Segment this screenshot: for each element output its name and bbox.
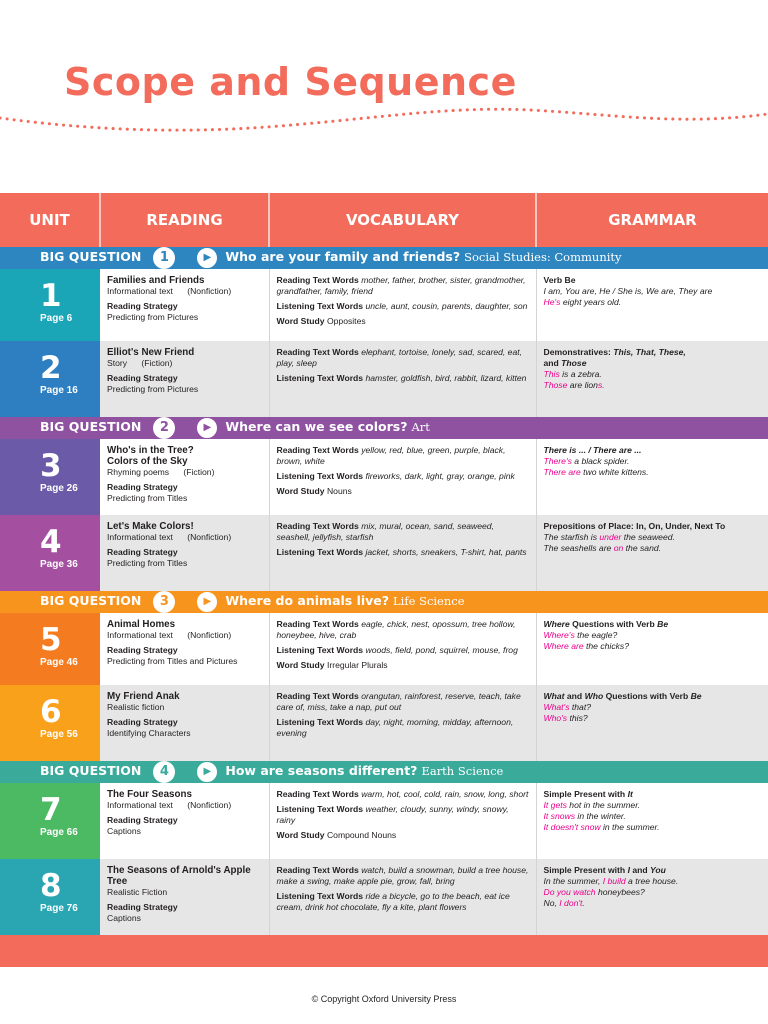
unit-cell: [0, 515, 100, 591]
grammar-title: It: [627, 789, 633, 799]
header-grammar: GRAMMAR: [536, 193, 768, 247]
grammar-title: Those: [561, 358, 587, 368]
table-row: [0, 613, 768, 685]
word-study: Compound Nouns: [326, 830, 397, 840]
big-question-row: [0, 247, 768, 269]
reading-title: Families and Friends: [107, 275, 205, 286]
big-question-text: Who are your family and friends?: [225, 249, 461, 264]
grammar-example: a tree house.: [625, 876, 679, 886]
grammar-cell: [536, 439, 768, 515]
unit-number: 7: [40, 792, 62, 828]
reading-strategy-label: Reading Strategy: [107, 717, 178, 727]
reading-strategy: Predicting from Titles: [107, 493, 188, 503]
unit-number: 5: [40, 622, 62, 658]
grammar-title: Who: [584, 691, 604, 701]
rtw-words: elephant, tortoise, lonely, sad, scared, eat, play, sleep: [276, 347, 523, 368]
vocabulary-cell: [269, 515, 536, 591]
unit-page: Page 6: [40, 313, 73, 324]
grammar-highlight: There's: [543, 456, 572, 466]
table-row: [0, 439, 768, 515]
grammar-cell: [536, 515, 768, 591]
grammar-highlight: I build: [602, 876, 626, 886]
grammar-title: and: [629, 865, 651, 875]
rtw-words: yellow, red, blue, green, purple, black, brown, white: [276, 445, 506, 466]
reading-strategy-label: Reading Strategy: [107, 815, 178, 825]
grammar-example: honeybees?: [595, 887, 645, 897]
grammar-title: and: [564, 691, 585, 701]
big-question-row: [0, 761, 768, 783]
vocabulary-cell: [269, 859, 536, 935]
grammar-example: this?: [567, 713, 588, 723]
unit-page: Page 66: [40, 827, 78, 838]
unit-number: 1: [40, 278, 62, 314]
grammar-cell: [536, 341, 768, 417]
grammar-highlight: under: [599, 532, 622, 542]
reading-title: Who's in the Tree?: [107, 445, 194, 456]
grammar-title: Simple Present with: [543, 789, 628, 799]
table-row: [0, 859, 768, 935]
reading-strategy-label: Reading Strategy: [107, 301, 178, 311]
big-question-text: Where do animals live?: [225, 593, 390, 608]
grammar-example: that?: [569, 702, 592, 712]
big-question-number: 2: [153, 417, 175, 439]
reading-strategy-label: Reading Strategy: [107, 373, 178, 383]
grammar-example: is a zebra.: [559, 369, 602, 379]
big-question-text: Where can we see colors?: [225, 419, 408, 434]
grammar-example: are lion: [567, 380, 598, 390]
reading-strategy: Predicting from Titles and Pictures: [107, 656, 238, 666]
unit-cell: [0, 685, 100, 761]
grammar-highlight: What's: [543, 702, 570, 712]
grammar-title: Verb Be: [543, 275, 576, 285]
unit-cell: [0, 439, 100, 515]
grammar-title: Be: [657, 619, 669, 629]
grammar-example: the eagle?: [574, 630, 618, 640]
unit-page: Page 46: [40, 657, 78, 668]
word-study: Irregular Plurals: [326, 660, 388, 670]
ltw-words: ride a bicycle, go to the beach, eat ice cream, drink hot chocolate, fly a kite, plant flowers: [276, 891, 510, 912]
ltw-words: day, night, morning, midday, afternoon, evening: [276, 717, 514, 738]
header-reading: READING: [100, 193, 269, 247]
big-question-bar: [0, 247, 768, 269]
grammar-example: the sand.: [623, 543, 662, 553]
unit-page: Page 76: [40, 903, 78, 914]
grammar-title: Prepositions of Place: In, On, Under, Next To: [543, 521, 726, 531]
grammar-example: the seaweed.: [621, 532, 675, 542]
unit-cell: [0, 859, 100, 935]
reading-strategy: Captions: [107, 913, 141, 923]
big-question-subject: Art: [411, 420, 430, 434]
unit-page: Page 56: [40, 729, 78, 740]
grammar-highlight: There are: [543, 467, 581, 477]
ltw-words: jacket, shorts, sneakers, T-shirt, hat, pants: [365, 547, 527, 557]
reading-cell: [100, 515, 269, 591]
footer-band: [0, 935, 768, 967]
table-header-row: [0, 193, 768, 247]
word-study-label: Word Study: [276, 316, 325, 326]
rtw-words: eagle, chick, nest, opossum, tree hollow, honeybee, hive, crab: [276, 619, 516, 640]
word-study: Opposites: [326, 316, 366, 326]
reading-strategy: Predicting from Titles: [107, 558, 188, 568]
rtw-words: warm, hot, cool, cold, rain, snow, long, short: [361, 789, 529, 799]
reading-title: Elliot's New Friend: [107, 347, 195, 358]
table-footer-bar: [0, 935, 768, 967]
grammar-title: Be: [690, 691, 702, 701]
reading-genre: Informational text (Nonfiction): [107, 532, 232, 542]
table-row: [0, 783, 768, 859]
reading-title: The Seasons of Arnold's Apple Tree: [107, 865, 251, 887]
ltw-label: Listening Text Words: [276, 804, 364, 814]
page-title: Scope and Sequence: [64, 60, 517, 104]
grammar-example: hot in the summer.: [566, 800, 641, 810]
unit-cell: [0, 783, 100, 859]
table-row: [0, 515, 768, 591]
reading-genre: Realistic Fiction: [107, 887, 168, 897]
reading-genre: Informational text (Nonfiction): [107, 286, 232, 296]
grammar-cell: [536, 613, 768, 685]
ltw-label: Listening Text Words: [276, 645, 364, 655]
reading-cell: [100, 439, 269, 515]
big-question-subject: Social Studies: Community: [464, 250, 622, 264]
rtw-words: mother, father, brother, sister, grandmother, grandfather, family, friend: [276, 275, 526, 296]
grammar-highlight: He's: [543, 297, 561, 307]
copyright-notice: © Copyright Oxford University Press: [311, 994, 457, 1004]
reading-title: My Friend Anak: [107, 691, 180, 702]
grammar-highlight: on: [613, 543, 624, 553]
ltw-label: Listening Text Words: [276, 717, 364, 727]
grammar-example: the chicks?: [583, 641, 630, 651]
reading-title: Animal Homes: [107, 619, 176, 630]
grammar-example: a black spider.: [571, 456, 630, 466]
header-unit: UNIT: [0, 193, 100, 247]
unit-page: Page 16: [40, 385, 78, 396]
big-question-label: BIG QUESTION: [40, 419, 142, 434]
ltw-words: fireworks, dark, light, gray, orange, pink: [365, 471, 515, 481]
rtw-label: Reading Text Words: [276, 619, 359, 629]
grammar-title: Simple Present with: [543, 865, 628, 875]
reading-genre: Informational text (Nonfiction): [107, 800, 232, 810]
grammar-highlight: Do you watch: [543, 887, 596, 897]
unit-page: Page 26: [40, 483, 78, 494]
rtw-label: Reading Text Words: [276, 275, 359, 285]
big-question-row: [0, 591, 768, 613]
ltw-label: Listening Text Words: [276, 301, 364, 311]
unit-page: Page 36: [40, 559, 78, 570]
word-study-label: Word Study: [276, 486, 325, 496]
header-vocabulary: VOCABULARY: [269, 193, 536, 247]
grammar-example: in the summer.: [600, 822, 660, 832]
big-question-number: 4: [153, 761, 175, 783]
grammar-example: No,: [543, 898, 560, 908]
grammar-title: This, That, These,: [613, 347, 686, 357]
big-question-bar: [0, 417, 768, 439]
big-question-row: [0, 417, 768, 439]
grammar-highlight: I don't: [559, 898, 583, 908]
reading-genre: Realistic fiction: [107, 702, 165, 712]
reading-strategy-label: Reading Strategy: [107, 482, 178, 492]
grammar-highlight: s.: [597, 380, 605, 390]
grammar-title: What: [543, 691, 565, 701]
unit-number: 4: [40, 524, 62, 560]
grammar-example: The seashells are: [543, 543, 614, 553]
vocabulary-cell: [269, 613, 536, 685]
play-icon[interactable]: ▶: [197, 418, 217, 438]
grammar-example: eight years old.: [560, 297, 622, 307]
grammar-title: and: [543, 358, 562, 368]
big-question-subject: Earth Science: [421, 764, 504, 778]
vocabulary-cell: [269, 439, 536, 515]
ltw-words: uncle, aunt, cousin, parents, daughter, son: [365, 301, 528, 311]
grammar-example: in the winter.: [575, 811, 626, 821]
grammar-title: Demonstratives:: [543, 347, 614, 357]
grammar-title: Questions with Verb: [569, 619, 658, 629]
reading-cell: [100, 783, 269, 859]
grammar-highlight: It snows: [543, 811, 576, 821]
reading-strategy-label: Reading Strategy: [107, 902, 178, 912]
rtw-label: Reading Text Words: [276, 445, 359, 455]
grammar-example: The starfish is: [543, 532, 600, 542]
ltw-words: weather, cloudy, sunny, windy, snowy, rainy: [276, 804, 509, 825]
grammar-title: There is ... / There are ...: [543, 445, 642, 455]
word-study-label: Word Study: [276, 660, 325, 670]
dotted-wave-decoration: [0, 100, 768, 140]
grammar-cell: [536, 783, 768, 859]
grammar-cell: [536, 685, 768, 761]
big-question-label: BIG QUESTION: [40, 249, 142, 264]
grammar-example: I am, You are, He / She is, We are, They are: [543, 286, 713, 296]
ltw-label: Listening Text Words: [276, 891, 364, 901]
ltw-words: hamster, goldfish, bird, rabbit, lizard, kitten: [365, 373, 527, 383]
vocabulary-cell: [269, 269, 536, 341]
grammar-highlight: It gets: [543, 800, 567, 810]
grammar-title: You: [650, 865, 666, 875]
grammar-highlight: Where are: [543, 641, 584, 651]
word-study: Nouns: [326, 486, 352, 496]
big-question-bar: [0, 591, 768, 613]
grammar-highlight: Who's: [543, 713, 568, 723]
reading-strategy: Predicting from Pictures: [107, 384, 199, 394]
reading-genre: Informational text (Nonfiction): [107, 630, 232, 640]
rtw-label: Reading Text Words: [276, 865, 359, 875]
reading-title: Let's Make Colors!: [107, 521, 194, 532]
reading-title: The Four Seasons: [107, 789, 192, 800]
play-icon[interactable]: ▶: [197, 762, 217, 782]
grammar-title: I: [627, 865, 630, 875]
unit-number: 3: [40, 448, 62, 484]
rtw-words: mix, mural, ocean, sand, seaweed, seashell, jellyfish, starfish: [276, 521, 494, 542]
unit-number: 6: [40, 694, 62, 730]
ltw-words: woods, field, pond, squirrel, mouse, frog: [365, 645, 518, 655]
reading-cell: [100, 685, 269, 761]
rtw-label: Reading Text Words: [276, 521, 359, 531]
scope-sequence-table: [0, 193, 768, 967]
rtw-label: Reading Text Words: [276, 789, 359, 799]
big-question-bar: [0, 761, 768, 783]
grammar-example: .: [582, 898, 585, 908]
reading-cell: [100, 341, 269, 417]
table-row: [0, 341, 768, 417]
unit-cell: [0, 269, 100, 341]
rtw-words: orangutan, rainforest, reserve, teach, take care of, miss, take a nap, put out: [276, 691, 521, 712]
ltw-label: Listening Text Words: [276, 547, 364, 557]
grammar-highlight: It doesn't snow: [543, 822, 601, 832]
rtw-label: Reading Text Words: [276, 691, 359, 701]
reading-strategy: Predicting from Pictures: [107, 312, 199, 322]
reading-genre: Rhyming poems (Fiction): [107, 467, 215, 477]
unit-number: 2: [40, 350, 62, 386]
big-question-text: How are seasons different?: [225, 763, 418, 778]
unit-cell: [0, 341, 100, 417]
grammar-cell: [536, 269, 768, 341]
reading-genre: Story (Fiction): [107, 358, 173, 368]
big-question-number: 1: [153, 247, 175, 269]
table-row: [0, 269, 768, 341]
big-question-subject: Life Science: [393, 594, 465, 608]
big-question-label: BIG QUESTION: [40, 763, 142, 778]
word-study-label: Word Study: [276, 830, 325, 840]
vocabulary-cell: [269, 341, 536, 417]
big-question-number: 3: [153, 591, 175, 613]
ltw-label: Listening Text Words: [276, 471, 364, 481]
reading-strategy-label: Reading Strategy: [107, 645, 178, 655]
big-question-label: BIG QUESTION: [40, 593, 142, 608]
play-icon[interactable]: ▶: [197, 592, 217, 612]
grammar-example: In the summer,: [543, 876, 603, 886]
reading-strategy: Identifying Characters: [107, 728, 191, 738]
reading-cell: [100, 269, 269, 341]
grammar-highlight: Where's: [543, 630, 575, 640]
reading-strategy-label: Reading Strategy: [107, 547, 178, 557]
ltw-label: Listening Text Words: [276, 373, 364, 383]
reading-cell: [100, 859, 269, 935]
grammar-cell: [536, 859, 768, 935]
grammar-highlight: This: [543, 369, 560, 379]
play-icon[interactable]: ▶: [197, 248, 217, 268]
grammar-highlight: Those: [543, 380, 568, 390]
grammar-title: Where: [543, 619, 570, 629]
unit-number: 8: [40, 868, 62, 904]
vocabulary-cell: [269, 783, 536, 859]
reading-strategy: Captions: [107, 826, 141, 836]
rtw-words: watch, build a snowman, build a tree house, make a swing, make apple pie, grow, fall, bring: [276, 865, 529, 886]
table-row: [0, 685, 768, 761]
reading-title: Colors of the Sky: [107, 456, 188, 467]
grammar-title: Questions with Verb: [603, 691, 691, 701]
reading-cell: [100, 613, 269, 685]
unit-cell: [0, 613, 100, 685]
grammar-example: two white kittens.: [580, 467, 649, 477]
rtw-label: Reading Text Words: [276, 347, 359, 357]
vocabulary-cell: [269, 685, 536, 761]
